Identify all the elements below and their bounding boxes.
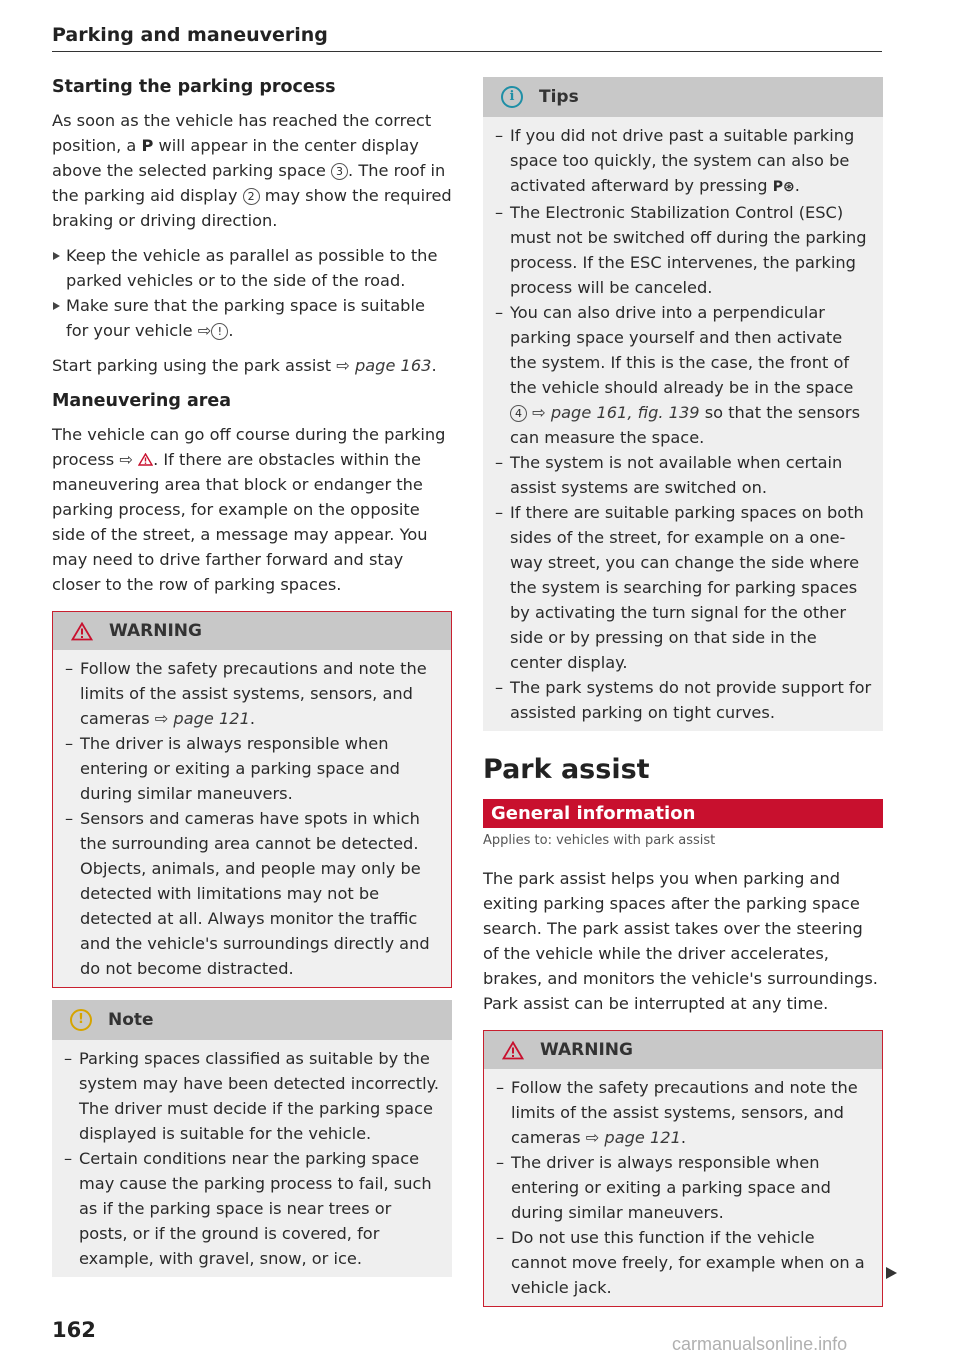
tips-box-header bbox=[483, 77, 883, 117]
text-span: . bbox=[249, 709, 256, 728]
note-box bbox=[52, 1000, 452, 1277]
list-item: – Sensors and cameras have spots in which the surrounding area cannot be detected. Objects, animals, and people may only be detected with limitations may not be detected at all. Always monitor the traffic and the vehicle's surroundings directly and do not become distracted. bbox=[63, 806, 441, 981]
tips-list bbox=[493, 123, 873, 725]
general-information-bar: General information bbox=[483, 799, 883, 828]
warning-triangle-icon bbox=[502, 1041, 524, 1060]
list-item: – The driver is always responsible when entering or exiting a parking space and during similar maneuvers. bbox=[63, 731, 441, 806]
tips-box bbox=[483, 77, 883, 731]
list-item: – If there are suitable parking spaces on both sides of the street, for example on a one-way street, you can change the side where the system is searching for parking spaces by activating the turn signal for the other side or by pressing on that side in the center display. bbox=[493, 500, 873, 675]
tips-icon-wrap bbox=[501, 86, 523, 108]
section-heading-starting: Starting the parking process bbox=[52, 77, 336, 97]
instruction-item: Make sure that the parking space is suitable for your vehicle ⇨ ! . bbox=[52, 293, 452, 343]
list-item: – Certain conditions near the parking space may cause the parking process to fail, such as if the parking space is near trees or posts, or if the ground is covered, for example, with gravel, snow, or ice. bbox=[62, 1146, 442, 1271]
list-item bbox=[63, 656, 441, 731]
tips-title: Tips bbox=[539, 86, 579, 107]
page-link[interactable]: ⇨ page 121 bbox=[585, 1128, 681, 1147]
info-circle-icon: i bbox=[501, 86, 523, 108]
continue-arrow-icon bbox=[886, 1267, 897, 1279]
text-span: Start parking using the park assist bbox=[52, 356, 332, 375]
note-ref-icon: ! bbox=[211, 323, 228, 340]
instruction-text: Make sure that the parking space is suitable for your vehicle bbox=[66, 296, 425, 340]
page-number: 162 bbox=[52, 1318, 96, 1342]
text-span: You can also drive into a perpendicular parking space yourself and then activate the system. If this is the case, the front of the vehicle should already be in the space bbox=[510, 303, 854, 397]
warning-box-header bbox=[484, 1031, 882, 1069]
instruction-text: Keep the vehicle as parallel as possible to the parked vehicles or to the side of the road. bbox=[66, 246, 438, 290]
callout-3-icon: 3 bbox=[331, 163, 348, 180]
p-indicator: P bbox=[141, 136, 154, 155]
text-span: . If there are obstacles within the maneuvering area that block or endanger the parking process, for example on the opposite side of the street, a message may appear. You may need to drive farther forward and stay closer to the row of parking spaces. bbox=[52, 450, 428, 594]
park-assist-heading: Park assist bbox=[483, 754, 650, 785]
warning-triangle-icon bbox=[138, 453, 153, 466]
text-span: . bbox=[680, 1128, 687, 1147]
list-item: – The park systems do not provide support for assisted parking on tight curves. bbox=[493, 675, 873, 725]
page-link[interactable]: ⇨ page 161, fig. 139 bbox=[532, 403, 700, 422]
warning-box-header bbox=[53, 612, 451, 650]
warning-title: WARNING bbox=[109, 620, 202, 641]
header-divider bbox=[52, 51, 882, 52]
note-box-header bbox=[52, 1000, 452, 1040]
maneuvering-paragraph bbox=[52, 422, 452, 597]
warning-title: WARNING bbox=[540, 1039, 633, 1060]
instruction-item bbox=[52, 243, 452, 293]
warning-box-body bbox=[484, 1069, 882, 1306]
list-item: – Parking spaces classified as suitable by the system may have been detected incorrectly. The driver must decide if the parking space displayed is suitable for the vehicle. bbox=[62, 1046, 442, 1146]
text-span: As soon as the vehicle has reached the correct position, a bbox=[52, 111, 432, 155]
warning-box bbox=[483, 1030, 883, 1307]
callout-4-icon: 4 bbox=[510, 405, 527, 422]
exclamation-circle-icon: ! bbox=[70, 1009, 92, 1031]
applies-to-text: Applies to: vehicles with park assist bbox=[483, 833, 716, 848]
watermark: carmanualsonline.info bbox=[672, 1334, 848, 1354]
page-link[interactable]: ⇨ page 163 bbox=[336, 356, 432, 375]
left-column bbox=[52, 74, 452, 1289]
list-item: – The Electronic Stabilization Control (ESC) must not be switched off during the parking process. If the ESC intervenes, the parking process will be canceled. bbox=[493, 200, 873, 300]
text-span: so that the sensors can measure the space. bbox=[510, 403, 861, 447]
note-icon-wrap bbox=[70, 1009, 92, 1031]
start-parking-paragraph bbox=[52, 353, 452, 378]
right-column bbox=[483, 77, 883, 1319]
text-span: If you did not drive past a suitable parking space too quickly, the system can also be activated afterward by pressing bbox=[510, 126, 855, 195]
list-item bbox=[493, 123, 873, 200]
instruction-list bbox=[52, 243, 452, 343]
list-item: – Do not use this function if the vehicle cannot move freely, for example when on a vehicle jack. bbox=[494, 1225, 872, 1300]
page-header-title: Parking and maneuvering bbox=[52, 24, 328, 46]
text-span: . bbox=[794, 176, 800, 195]
text-span: . bbox=[431, 356, 437, 375]
park-button-symbol: P⊛ bbox=[772, 179, 795, 195]
page-link[interactable]: ⇨ page 121 bbox=[154, 709, 250, 728]
list-item: – The system is not available when certain assist systems are switched on. bbox=[493, 450, 873, 500]
list-item: – The driver is always responsible when entering or exiting a parking space and during similar maneuvers. bbox=[494, 1150, 872, 1225]
warning-list bbox=[63, 656, 441, 981]
text-span: Follow the safety precautions and note the limits of the assist systems, sensors, and cameras bbox=[80, 659, 427, 728]
callout-2-icon: 2 bbox=[243, 188, 260, 205]
text-span: Follow the safety precautions and note the limits of the assist systems, sensors, and cameras bbox=[511, 1078, 858, 1147]
text-span: . The roof in the parking aid display bbox=[52, 161, 446, 205]
list-item bbox=[494, 1075, 872, 1150]
text-span: will appear in the center display above the selected parking space bbox=[52, 136, 419, 180]
cross-reference-arrow: ⇨ bbox=[119, 450, 133, 469]
starting-paragraph bbox=[52, 108, 452, 233]
text-span: may show the required braking or driving direction. bbox=[52, 186, 452, 230]
warning-list bbox=[494, 1075, 872, 1300]
cross-reference-arrow: ⇨ bbox=[197, 321, 212, 340]
park-assist-paragraph: The park assist helps you when parking and exiting parking spaces after the parking space search. The park assist takes over the steering of the vehicle while the driver accelerates, brakes, and monitors the vehicle's surroundings. Park assist can be interrupted at any time. bbox=[483, 869, 878, 1013]
warning-box bbox=[52, 611, 452, 988]
warning-box-body bbox=[53, 650, 451, 987]
list-item bbox=[493, 300, 873, 450]
note-box-body bbox=[52, 1040, 452, 1277]
text-span: The vehicle can go off course during the parking process bbox=[52, 425, 446, 469]
note-title: Note bbox=[108, 1009, 154, 1030]
section-heading-maneuvering: Maneuvering area bbox=[52, 391, 232, 411]
warning-triangle-icon bbox=[71, 622, 93, 641]
note-list bbox=[62, 1046, 442, 1271]
tips-box-body bbox=[483, 117, 883, 731]
